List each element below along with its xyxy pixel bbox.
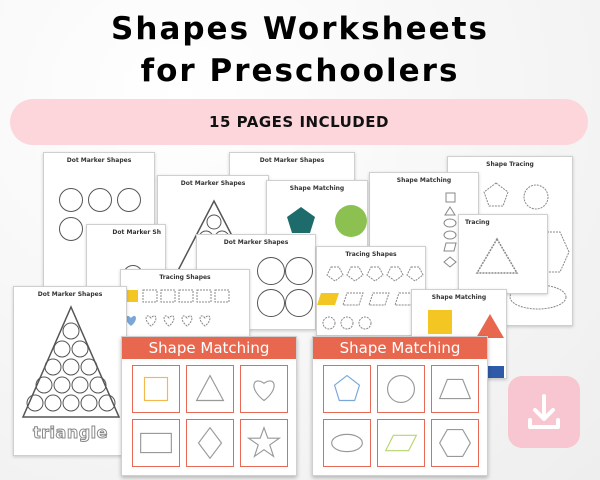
sheet-title: Shape Matching <box>289 185 345 192</box>
sheet-title: Dot Marker Shapes <box>37 291 103 298</box>
page-title <box>0 8 600 92</box>
shape-matching-card-left <box>121 336 297 476</box>
sheet-title: Tracing Shapes <box>159 274 211 281</box>
worksheet-tracing-shapes-right <box>316 246 426 336</box>
sheet-title: Dot Marker Shapes <box>259 157 325 164</box>
sheet-title: Dot Marker Shapes <box>223 239 289 246</box>
pages-included-banner <box>10 99 588 145</box>
sheet-title: Tracing <box>465 219 490 226</box>
dot-circle <box>285 257 313 285</box>
dot-circle <box>117 188 141 212</box>
card-title: Shape Matching <box>122 337 296 359</box>
worksheet-tracing-partial <box>458 214 548 294</box>
cell-pentagon <box>323 365 371 413</box>
cell-star <box>240 419 288 467</box>
sheet-title: Shape Matching <box>396 177 452 184</box>
banner-text: 15 PAGES INCLUDED <box>209 113 389 131</box>
cell-hexagon <box>431 419 479 467</box>
dot-circle <box>257 289 285 317</box>
dot-circle <box>285 289 313 317</box>
cell-triangle <box>186 365 234 413</box>
dot-circle <box>59 217 83 241</box>
download-icon <box>508 376 580 448</box>
dot-circle <box>88 188 112 212</box>
cell-rectangle <box>132 419 180 467</box>
shape-matching-card-right <box>312 336 488 476</box>
sheet-title: Dot Marker Shapes <box>66 157 132 164</box>
cell-circle <box>377 365 425 413</box>
cell-oval <box>323 419 371 467</box>
card-title: Shape Matching <box>313 337 487 359</box>
cell-trapezoid <box>431 365 479 413</box>
sheet-title: Dot Marker Shapes <box>180 180 246 187</box>
download-button[interactable] <box>508 376 580 448</box>
title-line-2: for Preschoolers <box>140 53 460 89</box>
triangle-word: triangle <box>33 423 108 442</box>
sheet-title: Shape Matching <box>431 294 487 301</box>
dot-circle <box>257 257 285 285</box>
sheet-title: Dot Marker Sh <box>112 229 161 236</box>
tracing-shapes-right-art <box>317 247 426 336</box>
cell-diamond <box>186 419 234 467</box>
tracing-partial-art <box>459 215 548 294</box>
sheet-title: Tracing Shapes <box>345 251 397 258</box>
cell-heart <box>240 365 288 413</box>
title-line-1: Shapes Worksheets <box>111 11 489 47</box>
sheet-title: Shape Tracing <box>486 161 534 168</box>
cell-square <box>132 365 180 413</box>
cell-parallelogram <box>377 419 425 467</box>
dot-circle <box>59 188 83 212</box>
